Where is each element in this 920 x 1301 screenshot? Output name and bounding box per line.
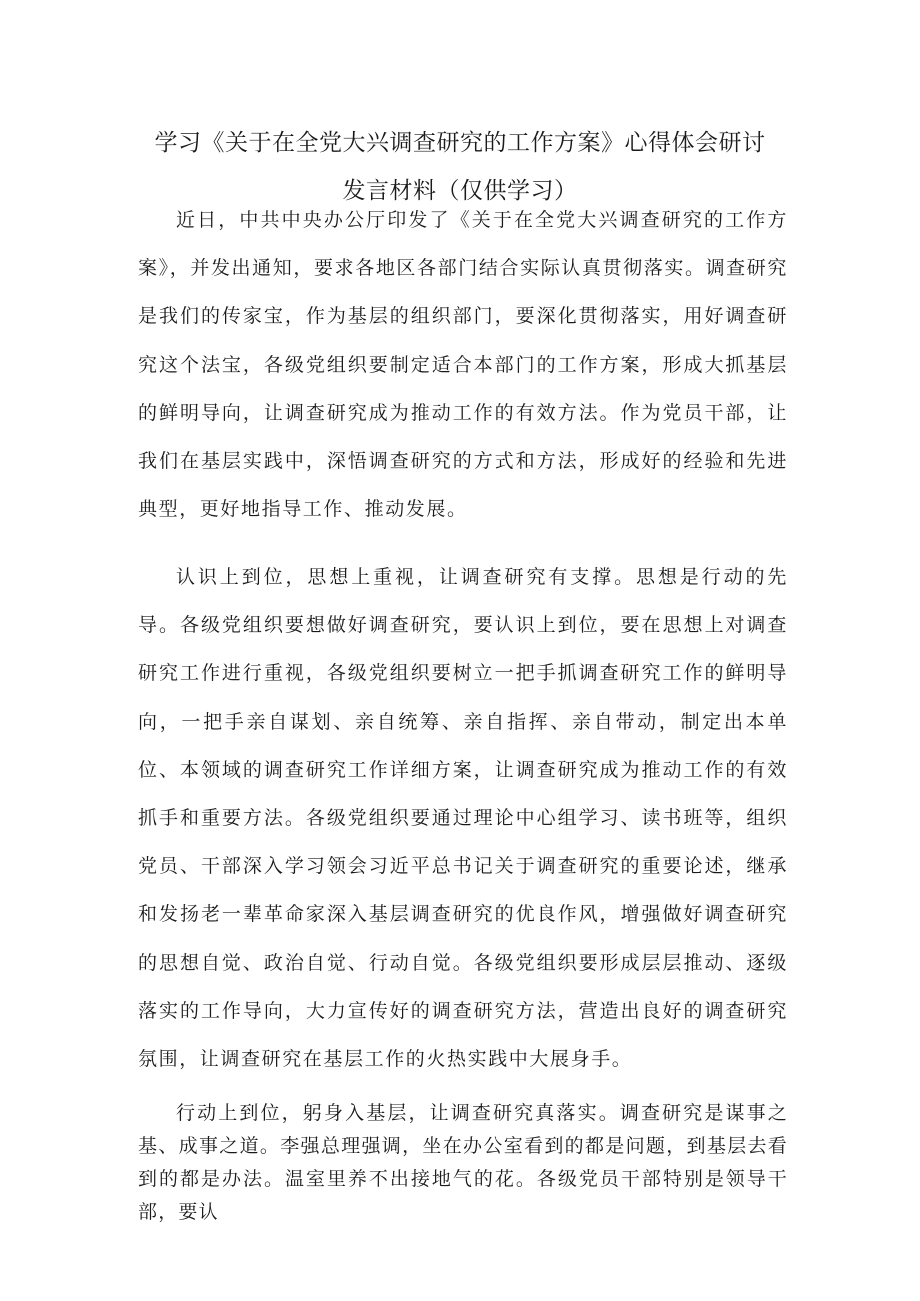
- document-title-line-2: 发言材料（仅供学习）: [342, 178, 578, 204]
- document-title-line-1: 学习《关于在全党大兴调查研究的工作方案》心得体会研讨: [154, 130, 766, 156]
- paragraph-awareness: 认识上到位，思想上重视，让调查研究有支撑。思想是行动的先导。各级党组织要想做好调查研究，要认识上到位，要在思想上对调查研究工作进行重视，各级党组织要树立一把手抓调查研究工作的鲜明导向，一把手亲自谋划、亲自统筹、亲自指挥、亲自带动，制定出本单位、本领域的调查研究工作详细方案，让调查研究成为推动工作的有效抓手和重要方法。各级党组织要通过理论中心组学习、读书班等，组织党员、干部深入学习领会习近平总书记关于调查研究的重要论述，继承和发扬老一辈革命家深入基层调查研究的优良作风，增强做好调查研究的思想自觉、政治自觉、行动自觉。各级党组织要形成层层推动、逐级落实的工作导向，大力宣传好的调查研究方法，营造出良好的调查研究氛围，让调查研究在基层工作的火热实践中大展身手。: [138, 566, 788, 1071]
- paragraph-action: 行动上到位，躬身入基层，让调查研究真落实。调查研究是谋事之基、成事之道。李强总理强调，坐在办公室看到的都是问题，到基层去看到的都是办法。温室里养不出接地气的花。各级党员干部特别是领导干部，要认: [138, 1102, 788, 1223]
- paragraph-intro: 近日，中共中央办公厅印发了《关于在全党大兴调查研究的工作方案》，并发出通知，要求各地区各部门结合实际认真贯彻落实。调查研究是我们的传家宝，作为基层的组织部门，要深化贯彻落实，用好调查研究这个法宝，各级党组织要制定适合本部门的工作方案，形成大抓基层的鲜明导向，让调查研究成为推动工作的有效方法。作为党员干部，让我们在基层实践中，深悟调查研究的方式和方法，形成好的经验和先进典型，更好地指导工作、推动发展。: [138, 209, 788, 521]
